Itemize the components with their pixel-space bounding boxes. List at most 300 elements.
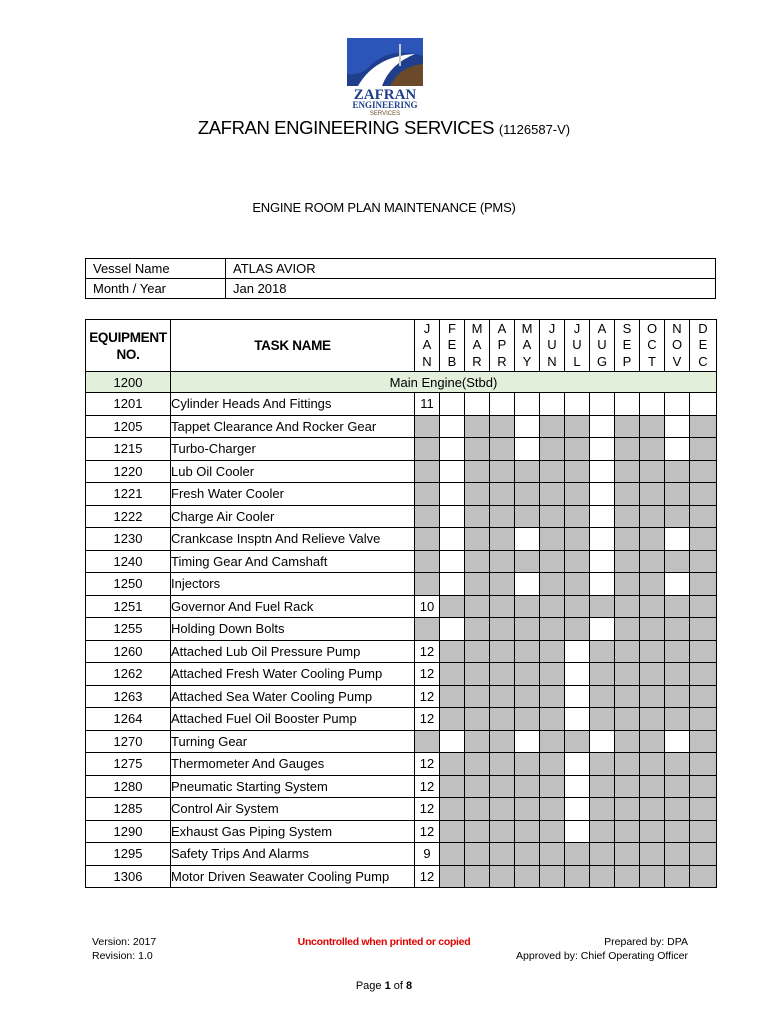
month-cell (465, 640, 490, 663)
month-cell (690, 438, 717, 461)
month-cell (540, 483, 565, 506)
table-row (86, 483, 717, 506)
footer-uncontrolled-notice: Uncontrolled when printed or copied (297, 936, 471, 948)
month-cell (615, 843, 640, 866)
month-cell (640, 663, 665, 686)
month-letter: O (671, 337, 683, 353)
month-cell (540, 708, 565, 731)
month-cell (415, 460, 440, 483)
month-cell (515, 415, 540, 438)
month-cell (515, 753, 540, 776)
page-of: of (393, 980, 403, 992)
table-row (86, 460, 717, 483)
month-cell (665, 865, 690, 888)
month-cell (665, 595, 690, 618)
month-cell (590, 505, 615, 528)
month-cell (615, 820, 640, 843)
month-cell (440, 798, 465, 821)
company-logo (330, 36, 440, 116)
month-cell (640, 550, 665, 573)
task-name: Control Air System (171, 798, 415, 821)
month-cell (665, 528, 690, 551)
page-number (0, 980, 768, 992)
month-cell (590, 708, 615, 731)
month-cell (590, 573, 615, 596)
month-letter: N (422, 353, 432, 369)
month-cell (640, 865, 665, 888)
month-cell (690, 775, 717, 798)
month-letter: E (622, 337, 632, 353)
month-cell (465, 505, 490, 528)
month-cell (665, 640, 690, 663)
month-cell (615, 663, 640, 686)
task-name: Fresh Water Cooler (171, 483, 415, 506)
month-cell (440, 438, 465, 461)
page-current: 1 (384, 980, 391, 992)
month-letter: C (647, 337, 657, 353)
month-cell (640, 753, 665, 776)
month-cell (590, 640, 615, 663)
equipment-code: 1270 (86, 730, 171, 753)
month-cell (540, 460, 565, 483)
equipment-code: 1264 (86, 708, 171, 731)
footer-approval-block (516, 935, 688, 963)
task-name: Lub Oil Cooler (171, 460, 415, 483)
month-cell (690, 865, 717, 888)
month-cell (565, 573, 590, 596)
month-letter: S (622, 321, 632, 337)
table-row (86, 415, 717, 438)
month-cell (640, 460, 665, 483)
month-cell (465, 730, 490, 753)
month-cell (640, 393, 665, 416)
table-row (86, 528, 717, 551)
month-cell (590, 393, 615, 416)
month-cell (515, 843, 540, 866)
month-cell (615, 438, 640, 461)
month-cell (590, 595, 615, 618)
month-cell (440, 460, 465, 483)
month-cell (540, 415, 565, 438)
task-name: Timing Gear And Camshaft (171, 550, 415, 573)
month-cell (665, 550, 690, 573)
month-cell (615, 505, 640, 528)
month-cell (490, 573, 515, 596)
vessel-label: Vessel Name (86, 259, 226, 279)
month-cell (590, 730, 615, 753)
month-cell (515, 798, 540, 821)
month-cell (665, 438, 690, 461)
month-cell (415, 505, 440, 528)
month-cell (540, 865, 565, 888)
month-cell (690, 640, 717, 663)
month-cell (465, 663, 490, 686)
month-cell (565, 618, 590, 641)
task-name-header: TASK NAME (171, 320, 415, 372)
month-cell (465, 618, 490, 641)
month-cell (540, 663, 565, 686)
month-cell (540, 753, 565, 776)
month-cell (515, 730, 540, 753)
month-cell (515, 393, 540, 416)
month-cell (465, 483, 490, 506)
equipment-code: 1275 (86, 753, 171, 776)
month-cell (615, 775, 640, 798)
month-header (440, 320, 465, 372)
task-name: Attached Fresh Water Cooling Pump (171, 663, 415, 686)
equipment-code: 1250 (86, 573, 171, 596)
month-cell (440, 483, 465, 506)
month-cell (590, 618, 615, 641)
month-letter: J (548, 321, 556, 337)
month-cell (590, 663, 615, 686)
vessel-row (86, 259, 716, 279)
task-name: Thermometer And Gauges (171, 753, 415, 776)
month-cell (640, 573, 665, 596)
month-cell (540, 393, 565, 416)
month-cell (565, 595, 590, 618)
month-cell (515, 618, 540, 641)
month-cell (515, 550, 540, 573)
month-cell (640, 483, 665, 506)
month-cell (540, 730, 565, 753)
month-letter: P (497, 337, 507, 353)
month-cell (415, 573, 440, 596)
month-cell (515, 708, 540, 731)
equipment-code: 1306 (86, 865, 171, 888)
month-cell (690, 820, 717, 843)
month-cell (690, 618, 717, 641)
equipment-code: 1263 (86, 685, 171, 708)
table-row (86, 798, 717, 821)
equipment-code: 1251 (86, 595, 171, 618)
month-cell (665, 843, 690, 866)
month-cell (615, 640, 640, 663)
table-row (86, 505, 717, 528)
task-name: Exhaust Gas Piping System (171, 820, 415, 843)
equipment-code: 1290 (86, 820, 171, 843)
month-cell (415, 483, 440, 506)
section-code: 1200 (86, 372, 171, 393)
month-cell (615, 730, 640, 753)
month-cell: 12 (415, 753, 440, 776)
month-cell (615, 573, 640, 596)
month-cell (415, 415, 440, 438)
month-cell (490, 618, 515, 641)
month-cell (665, 393, 690, 416)
month-cell (440, 753, 465, 776)
month-cell (515, 865, 540, 888)
month-cell (490, 528, 515, 551)
month-letter: R (472, 353, 482, 369)
task-name: Governor And Fuel Rack (171, 595, 415, 618)
month-letter: A (497, 321, 507, 337)
month-cell (465, 393, 490, 416)
month-cell (490, 393, 515, 416)
month-cell (665, 820, 690, 843)
month-cell (615, 685, 640, 708)
month-cell (590, 820, 615, 843)
month-cell (615, 460, 640, 483)
month-cell (590, 843, 615, 866)
month-cell (690, 483, 717, 506)
month-cell (440, 550, 465, 573)
month-cell (490, 865, 515, 888)
month-cell (465, 865, 490, 888)
month-cell (565, 505, 590, 528)
equipment-code: 1205 (86, 415, 171, 438)
month-letter: G (596, 353, 608, 369)
month-cell (515, 438, 540, 461)
month-cell (690, 528, 717, 551)
month-cell (515, 640, 540, 663)
month-cell (515, 460, 540, 483)
month-cell (640, 640, 665, 663)
month-cell (490, 753, 515, 776)
month-cell (540, 438, 565, 461)
month-letter: A (522, 337, 532, 353)
month-cell (515, 663, 540, 686)
month-cell (415, 528, 440, 551)
month-cell (590, 483, 615, 506)
registration-number: (1126587-V) (498, 122, 571, 137)
month-cell (565, 415, 590, 438)
month-cell (615, 753, 640, 776)
month-cell (690, 460, 717, 483)
month-letter: P (622, 353, 632, 369)
month-cell (565, 393, 590, 416)
month-cell (665, 708, 690, 731)
month-cell (540, 798, 565, 821)
month-letter: U (547, 337, 557, 353)
logo-line2: ENGINEERING (352, 100, 418, 110)
month-cell (415, 550, 440, 573)
month-cell (615, 528, 640, 551)
month-cell: 12 (415, 640, 440, 663)
month-cell (665, 775, 690, 798)
document-title: ENGINE ROOM PLAN MAINTENANCE (PMS) (252, 200, 516, 215)
task-name: Attached Lub Oil Pressure Pump (171, 640, 415, 663)
vessel-value: ATLAS AVIOR (226, 259, 716, 279)
month-cell (440, 415, 465, 438)
month-cell (465, 415, 490, 438)
month-cell: 12 (415, 798, 440, 821)
month-cell (490, 640, 515, 663)
month-cell (615, 618, 640, 641)
table-row (86, 438, 717, 461)
month-cell (565, 753, 590, 776)
month-cell: 12 (415, 865, 440, 888)
month-cell (515, 775, 540, 798)
task-name: Holding Down Bolts (171, 618, 415, 641)
month-cell (490, 843, 515, 866)
month-letter: M (471, 321, 483, 337)
month-cell (440, 505, 465, 528)
company-title: ZAFRAN ENGINEERING SERVICES (197, 117, 495, 138)
month-cell (490, 550, 515, 573)
month-cell (490, 708, 515, 731)
equipment-code: 1255 (86, 618, 171, 641)
month-letter: O (646, 321, 658, 337)
month-cell (565, 663, 590, 686)
month-cell (515, 595, 540, 618)
month-cell: 12 (415, 708, 440, 731)
month-cell (590, 528, 615, 551)
footer-revision: Revision: 1.0 (92, 950, 153, 962)
table-row (86, 843, 717, 866)
month-cell (490, 505, 515, 528)
month-letter: D (698, 321, 708, 337)
month-cell (590, 798, 615, 821)
month-letter: A (597, 321, 607, 337)
month-cell (615, 865, 640, 888)
table-row (86, 550, 717, 573)
month-header (465, 320, 490, 372)
month-letter: E (698, 337, 708, 353)
month-cell (590, 775, 615, 798)
month-cell (490, 730, 515, 753)
month-cell (590, 438, 615, 461)
month-cell (690, 663, 717, 686)
month-cell (490, 685, 515, 708)
month-cell (690, 550, 717, 573)
page-total: 8 (406, 980, 413, 992)
logo-line3: SERVICES (369, 111, 401, 116)
task-name: Crankcase Insptn And Relieve Valve (171, 528, 415, 551)
month-cell (640, 843, 665, 866)
month-letter: F (448, 321, 456, 337)
month-cell (615, 415, 640, 438)
task-name: Safety Trips And Alarms (171, 843, 415, 866)
month-cell (465, 573, 490, 596)
vessel-info-table (85, 258, 716, 299)
month-letter: N (547, 353, 557, 369)
section-row (86, 372, 717, 393)
month-cell (440, 393, 465, 416)
month-cell (490, 775, 515, 798)
task-name: Pneumatic Starting System (171, 775, 415, 798)
month-header (640, 320, 665, 372)
task-name: Attached Sea Water Cooling Pump (171, 685, 415, 708)
month-header (490, 320, 515, 372)
month-cell (565, 640, 590, 663)
month-cell (615, 708, 640, 731)
month-label: Month / Year (86, 279, 226, 299)
month-cell (690, 685, 717, 708)
month-cell (565, 460, 590, 483)
month-cell (490, 798, 515, 821)
table-row (86, 595, 717, 618)
table-row (86, 775, 717, 798)
equipment-code: 1295 (86, 843, 171, 866)
month-cell (565, 483, 590, 506)
section-name: Main Engine(Stbd) (171, 372, 717, 393)
month-cell (640, 618, 665, 641)
month-value: Jan 2018 (226, 279, 716, 299)
month-cell (465, 460, 490, 483)
month-cell: 12 (415, 685, 440, 708)
month-cell (440, 528, 465, 551)
task-name: Turning Gear (171, 730, 415, 753)
month-letter: B (447, 353, 457, 369)
month-cell (565, 438, 590, 461)
month-cell (540, 550, 565, 573)
month-cell (565, 775, 590, 798)
month-header (665, 320, 690, 372)
month-header (540, 320, 565, 372)
equipment-code: 1260 (86, 640, 171, 663)
month-cell (690, 415, 717, 438)
month-cell (640, 595, 665, 618)
month-cell (665, 415, 690, 438)
month-cell (490, 820, 515, 843)
equipment-header-line2: NO. (116, 346, 140, 362)
month-cell (465, 798, 490, 821)
month-cell (515, 505, 540, 528)
month-letter: R (497, 353, 507, 369)
month-cell (440, 708, 465, 731)
month-cell (440, 618, 465, 641)
month-cell (690, 573, 717, 596)
month-cell (590, 685, 615, 708)
month-cell (440, 663, 465, 686)
month-cell (465, 753, 490, 776)
month-cell (565, 820, 590, 843)
month-letter: J (423, 321, 431, 337)
month-cell (540, 685, 565, 708)
month-cell (490, 415, 515, 438)
table-row (86, 820, 717, 843)
month-letter: M (521, 321, 533, 337)
month-cell (565, 865, 590, 888)
month-cell (540, 843, 565, 866)
equipment-no-header (86, 320, 171, 372)
equipment-code: 1230 (86, 528, 171, 551)
month-cell (465, 438, 490, 461)
month-cell (540, 820, 565, 843)
equipment-code: 1221 (86, 483, 171, 506)
month-cell (540, 505, 565, 528)
table-row (86, 640, 717, 663)
month-cell (565, 528, 590, 551)
footer-prepared: Prepared by: DPA (604, 936, 688, 948)
month-cell (440, 820, 465, 843)
month-cell (640, 730, 665, 753)
month-cell (440, 685, 465, 708)
month-cell (665, 730, 690, 753)
equipment-code: 1262 (86, 663, 171, 686)
task-name: Injectors (171, 573, 415, 596)
month-cell (565, 843, 590, 866)
equipment-code: 1222 (86, 505, 171, 528)
month-cell (465, 528, 490, 551)
month-cell (515, 483, 540, 506)
month-cell (515, 573, 540, 596)
month-cell (440, 595, 465, 618)
pms-table-body (86, 372, 717, 888)
month-header (590, 320, 615, 372)
task-name: Motor Driven Seawater Cooling Pump (171, 865, 415, 888)
month-cell (615, 550, 640, 573)
month-cell (490, 438, 515, 461)
month-cell (590, 550, 615, 573)
month-cell (440, 573, 465, 596)
task-name: Attached Fuel Oil Booster Pump (171, 708, 415, 731)
month-cell: 12 (415, 775, 440, 798)
month-cell (590, 460, 615, 483)
month-cell (690, 708, 717, 731)
month-cell (515, 685, 540, 708)
